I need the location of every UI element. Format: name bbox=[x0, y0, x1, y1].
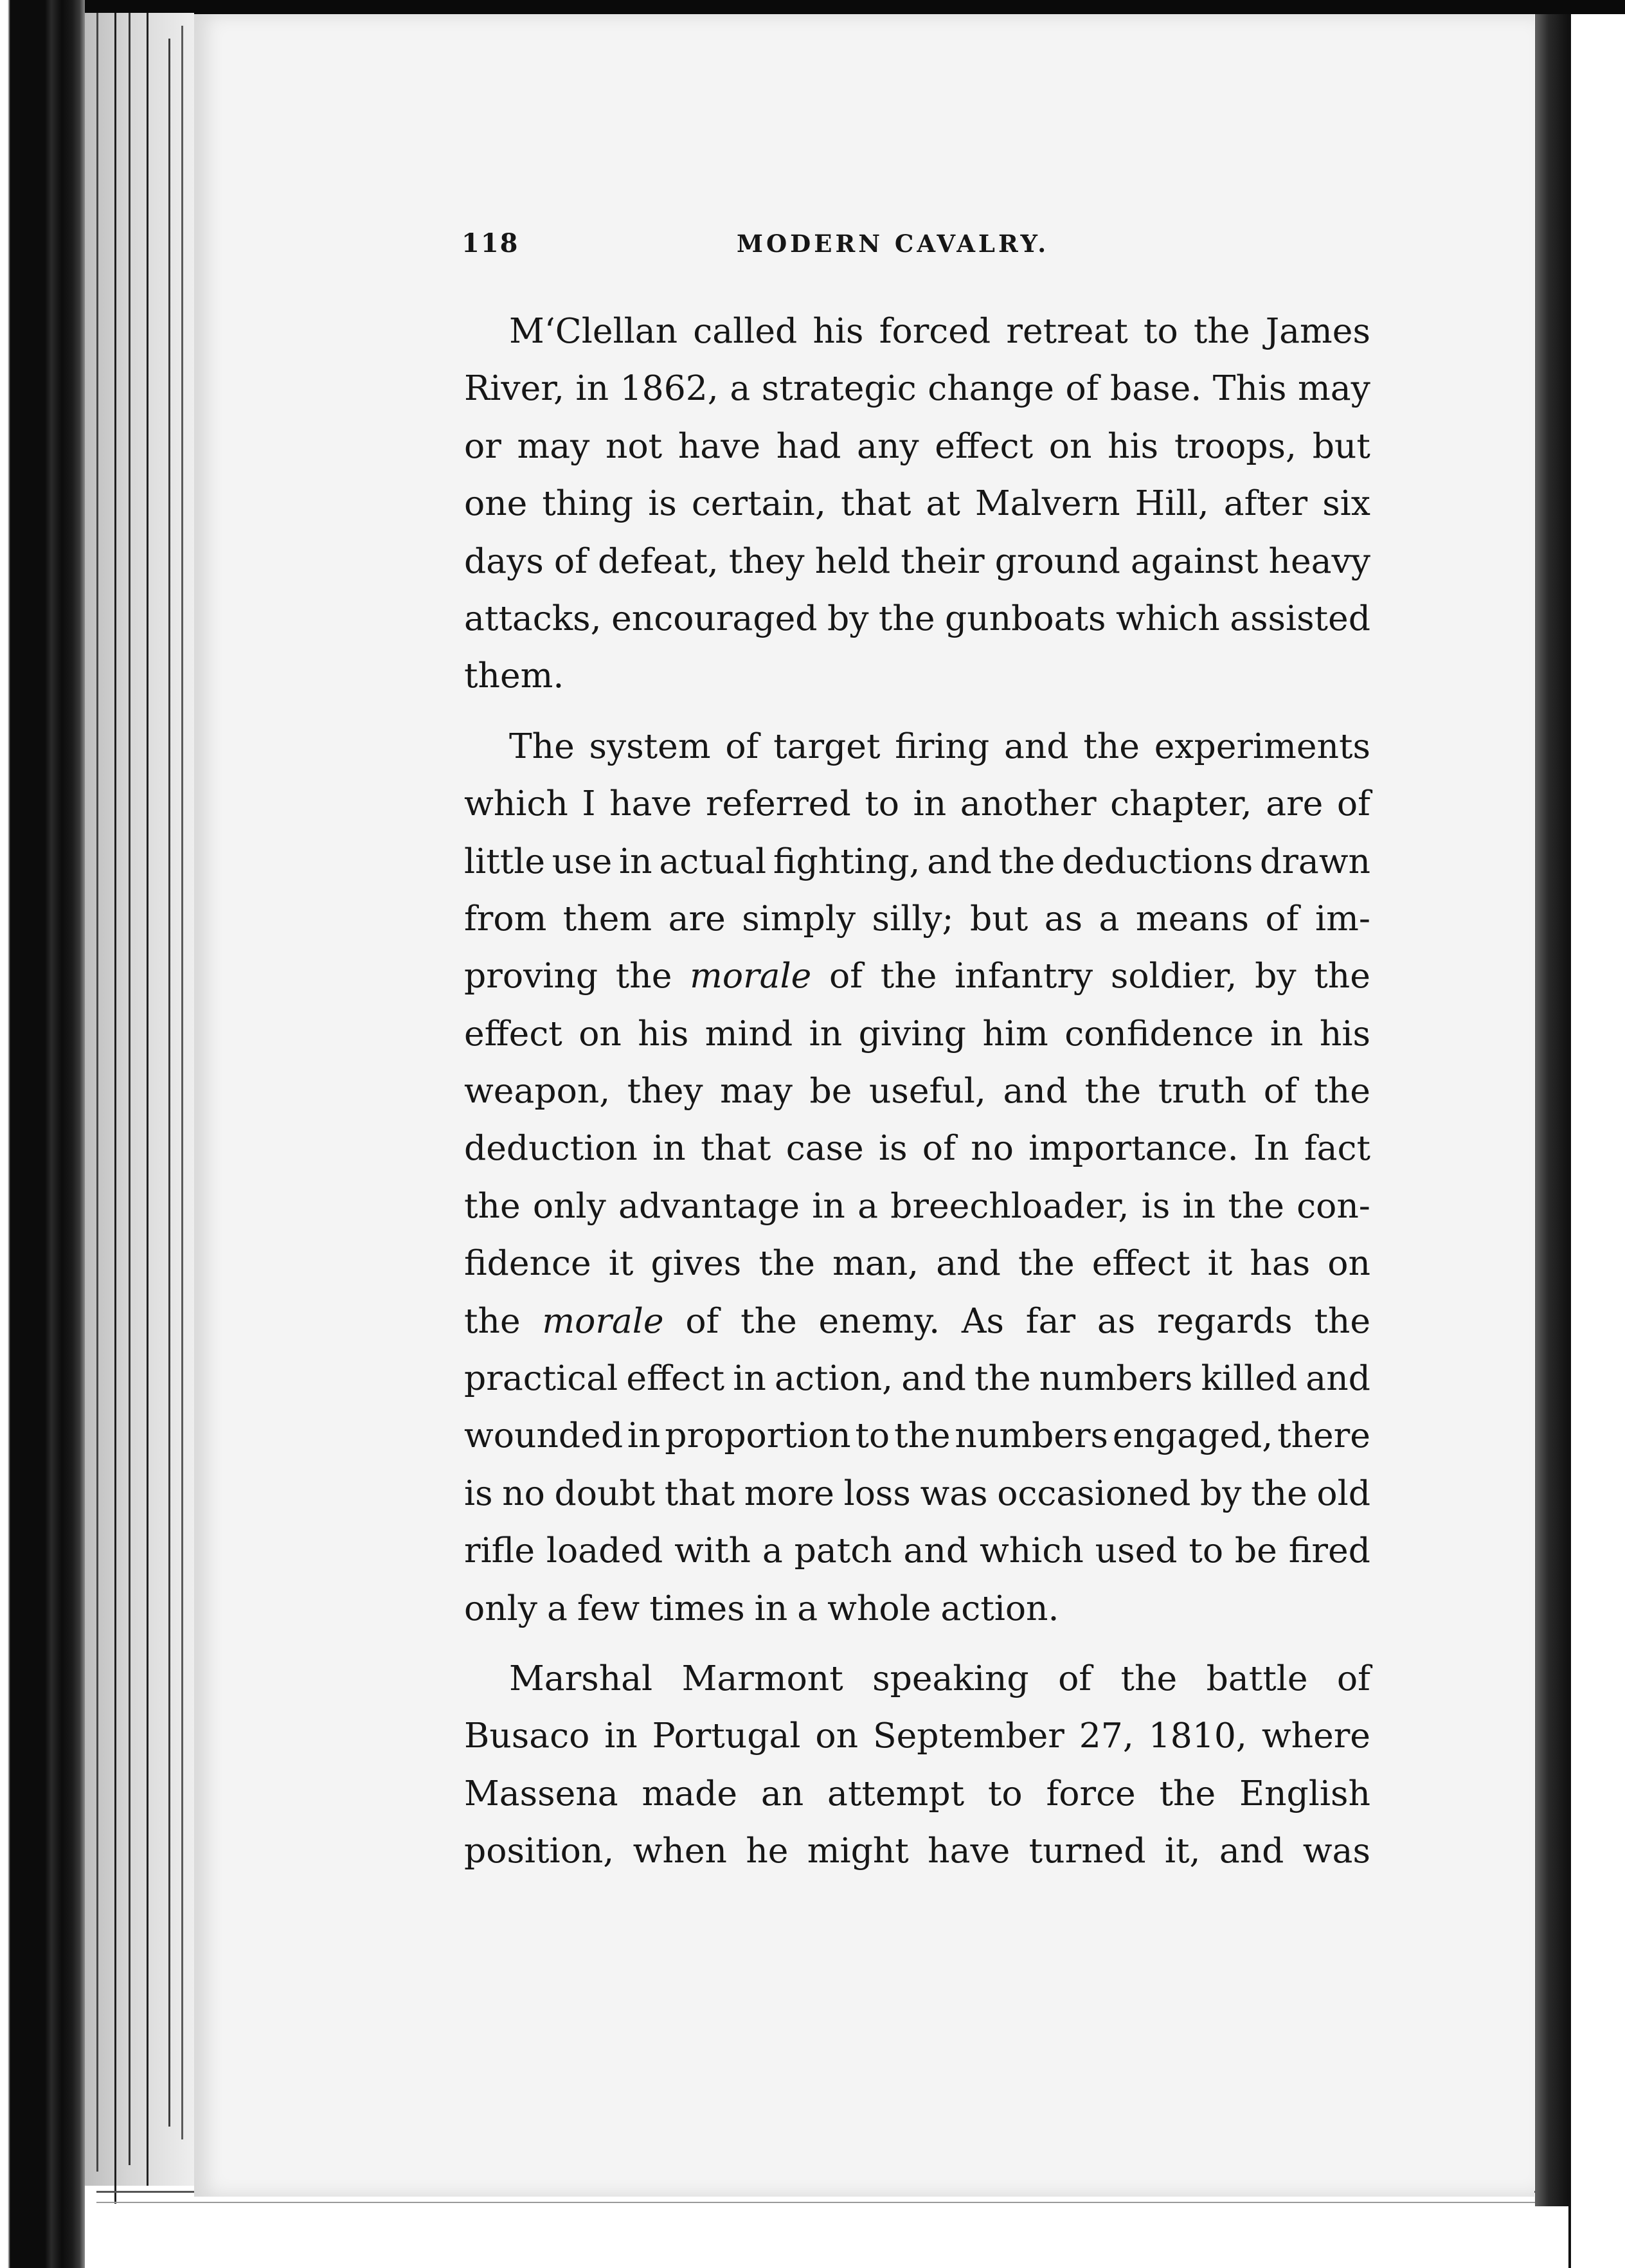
word: the bbox=[759, 1243, 815, 1284]
word: of bbox=[922, 1128, 956, 1169]
text-line bbox=[464, 775, 1370, 832]
word: they bbox=[728, 540, 805, 581]
word: the bbox=[1159, 1772, 1216, 1814]
text-line bbox=[464, 1522, 1370, 1579]
word: may bbox=[1298, 368, 1370, 409]
word: used bbox=[1095, 1530, 1178, 1571]
word: wounded bbox=[464, 1415, 624, 1456]
word: the bbox=[1083, 725, 1140, 766]
word: heavy bbox=[1268, 540, 1370, 581]
page-edge bbox=[147, 13, 148, 2186]
word: has bbox=[1250, 1243, 1311, 1284]
word: after bbox=[1223, 483, 1308, 524]
word: advantage bbox=[618, 1185, 800, 1226]
word: be bbox=[809, 1070, 852, 1112]
word: in bbox=[1182, 1185, 1216, 1226]
word: there bbox=[1277, 1415, 1370, 1456]
page-number: 118 bbox=[462, 228, 519, 258]
scan-border-top bbox=[0, 0, 1625, 14]
word: his bbox=[1319, 1013, 1370, 1054]
word: far bbox=[1025, 1300, 1076, 1341]
word: speaking bbox=[872, 1657, 1029, 1698]
text-line bbox=[464, 1062, 1370, 1119]
word: chapter, bbox=[1110, 783, 1252, 824]
text-line bbox=[464, 1234, 1370, 1292]
scan-border-right bbox=[1568, 14, 1625, 2268]
text-line bbox=[464, 1177, 1370, 1234]
word: but bbox=[970, 897, 1028, 939]
word: of bbox=[1265, 897, 1299, 939]
word: made bbox=[642, 1772, 737, 1814]
text-line bbox=[464, 1119, 1370, 1176]
body-text bbox=[464, 302, 1370, 1880]
word: times bbox=[649, 1587, 745, 1628]
word: The bbox=[509, 725, 575, 766]
word: days bbox=[464, 540, 544, 581]
word: fired bbox=[1288, 1530, 1370, 1571]
page-edge bbox=[181, 26, 183, 2139]
word: importance. bbox=[1028, 1128, 1239, 1169]
word: fidence bbox=[464, 1243, 591, 1284]
word: he bbox=[746, 1830, 789, 1871]
text-line bbox=[464, 532, 1370, 590]
word: is bbox=[464, 1472, 493, 1513]
word: is bbox=[648, 483, 677, 524]
word: with bbox=[674, 1530, 751, 1571]
word: numbers bbox=[955, 1415, 1108, 1456]
word: forced bbox=[879, 310, 991, 351]
word: held bbox=[814, 540, 891, 581]
word: his bbox=[1108, 425, 1159, 466]
paragraph bbox=[464, 1650, 1370, 1880]
word: the bbox=[464, 1300, 521, 1341]
text-line bbox=[464, 474, 1370, 532]
word: or bbox=[464, 425, 501, 466]
word: they bbox=[627, 1070, 703, 1112]
word: no bbox=[502, 1472, 545, 1513]
word: the bbox=[1228, 1185, 1284, 1226]
word: simply bbox=[742, 897, 856, 939]
word: one bbox=[464, 483, 528, 524]
word: of bbox=[1065, 368, 1099, 409]
text-line bbox=[464, 1464, 1370, 1522]
word: im- bbox=[1315, 897, 1370, 939]
word: was bbox=[1302, 1830, 1370, 1871]
word: only bbox=[464, 1587, 538, 1628]
word: called bbox=[693, 310, 798, 351]
word: use bbox=[552, 840, 613, 881]
word: the bbox=[1193, 310, 1250, 351]
word: doubt bbox=[554, 1472, 656, 1513]
word: troops, bbox=[1174, 425, 1297, 466]
word: numbers bbox=[1039, 1358, 1193, 1399]
paragraph bbox=[464, 302, 1370, 705]
text-line bbox=[464, 1407, 1370, 1464]
word: at bbox=[926, 483, 960, 524]
page-edge bbox=[114, 13, 116, 2204]
word: a bbox=[547, 1587, 568, 1628]
word: in bbox=[809, 1013, 843, 1054]
word: loaded bbox=[546, 1530, 663, 1571]
word: engaged, bbox=[1112, 1415, 1273, 1456]
word: and bbox=[1306, 1358, 1370, 1399]
text-line bbox=[464, 1580, 1370, 1637]
word: any bbox=[857, 425, 919, 466]
word: actual bbox=[659, 840, 767, 881]
word: Marmont bbox=[681, 1657, 843, 1698]
word: 1862, bbox=[620, 368, 719, 409]
word: by bbox=[1200, 1472, 1242, 1513]
word: have bbox=[678, 425, 761, 466]
word: that bbox=[841, 483, 911, 524]
word: to bbox=[855, 1415, 890, 1456]
text-line bbox=[464, 302, 1370, 359]
word: assisted bbox=[1230, 597, 1370, 638]
text-line bbox=[464, 1707, 1370, 1764]
word: effect bbox=[464, 1013, 562, 1054]
word: In bbox=[1253, 1128, 1289, 1169]
word: effect bbox=[935, 425, 1034, 466]
word: against bbox=[1130, 540, 1259, 581]
word: is bbox=[879, 1128, 908, 1169]
word: loss bbox=[843, 1472, 911, 1513]
word: by bbox=[827, 597, 869, 638]
word: This bbox=[1212, 368, 1287, 409]
word: but bbox=[1312, 425, 1370, 466]
word: when bbox=[633, 1830, 727, 1871]
text-line bbox=[464, 1292, 1370, 1349]
word: Marshal bbox=[509, 1657, 653, 1698]
word: gunboats bbox=[945, 597, 1106, 638]
page-right-shadow bbox=[1535, 14, 1568, 2206]
word: a bbox=[857, 1185, 878, 1226]
word: only bbox=[532, 1185, 606, 1226]
word: Busaco bbox=[464, 1715, 590, 1756]
word: practical bbox=[464, 1358, 618, 1399]
word: confidence bbox=[1064, 1013, 1254, 1054]
word: in bbox=[754, 1587, 788, 1628]
word: of bbox=[725, 725, 759, 766]
text-line bbox=[464, 947, 1370, 1004]
word: which bbox=[464, 783, 568, 824]
page-edge bbox=[96, 13, 98, 2172]
word: in bbox=[604, 1715, 638, 1756]
word: in bbox=[733, 1358, 766, 1399]
word: weapon, bbox=[464, 1070, 611, 1112]
word: the bbox=[893, 1415, 951, 1456]
word: his bbox=[812, 310, 864, 351]
word: the bbox=[741, 1300, 797, 1341]
word: fact bbox=[1304, 1128, 1370, 1169]
word: the bbox=[464, 1185, 521, 1226]
word: the bbox=[1314, 955, 1370, 996]
word: it bbox=[1207, 1243, 1233, 1284]
word: case bbox=[786, 1128, 864, 1169]
word: of bbox=[1263, 1070, 1297, 1112]
word: target bbox=[773, 725, 881, 766]
word: on bbox=[815, 1715, 859, 1756]
page-stack-shadow bbox=[85, 13, 194, 2186]
running-header bbox=[462, 228, 1368, 267]
word: old bbox=[1316, 1472, 1370, 1513]
word: where bbox=[1261, 1715, 1370, 1756]
word: morale bbox=[542, 1300, 664, 1341]
word: that bbox=[701, 1128, 771, 1169]
word: which bbox=[1115, 597, 1220, 638]
word: proportion bbox=[665, 1415, 851, 1456]
word: morale bbox=[690, 955, 812, 996]
word: deductions bbox=[1061, 840, 1253, 881]
word: of bbox=[829, 955, 863, 996]
word: a bbox=[730, 368, 751, 409]
word: As bbox=[961, 1300, 1005, 1341]
word: Malvern bbox=[974, 483, 1120, 524]
word: him bbox=[982, 1013, 1048, 1054]
word: battle bbox=[1206, 1657, 1308, 1698]
word: and bbox=[901, 1358, 966, 1399]
word: September bbox=[872, 1715, 1064, 1756]
word: regards bbox=[1156, 1300, 1293, 1341]
word: man, bbox=[832, 1243, 919, 1284]
word: truth bbox=[1158, 1070, 1247, 1112]
word: a bbox=[762, 1530, 783, 1571]
word: killed bbox=[1201, 1358, 1298, 1399]
word: base. bbox=[1109, 368, 1202, 409]
paragraph bbox=[464, 717, 1370, 1637]
word: to bbox=[1189, 1530, 1224, 1571]
word: attempt bbox=[827, 1772, 965, 1814]
word: and bbox=[1219, 1830, 1284, 1871]
word: patch bbox=[794, 1530, 892, 1571]
word: James bbox=[1265, 310, 1370, 351]
word: action, bbox=[775, 1358, 893, 1399]
word: in bbox=[575, 368, 609, 409]
text-line bbox=[464, 1822, 1370, 1879]
word: few bbox=[577, 1587, 640, 1628]
word: defeat, bbox=[597, 540, 719, 581]
word: silly; bbox=[872, 897, 954, 939]
word: little bbox=[464, 840, 545, 881]
text-line bbox=[464, 1005, 1370, 1062]
word: an bbox=[760, 1772, 804, 1814]
word: in bbox=[812, 1185, 845, 1226]
text-line bbox=[464, 890, 1370, 947]
text-line bbox=[464, 1650, 1370, 1707]
word: and bbox=[1003, 1070, 1068, 1112]
word: encouraged bbox=[611, 597, 818, 638]
text-line bbox=[464, 1765, 1370, 1822]
word: the bbox=[1314, 1300, 1370, 1341]
word: the bbox=[1120, 1657, 1178, 1698]
word: which bbox=[980, 1530, 1084, 1571]
word: River, bbox=[464, 368, 564, 409]
word: is bbox=[1141, 1185, 1171, 1226]
word: system bbox=[589, 725, 711, 766]
word: action. bbox=[940, 1587, 1059, 1628]
word: retreat bbox=[1006, 310, 1128, 351]
word: fighting, bbox=[773, 840, 920, 881]
text-line bbox=[464, 833, 1370, 890]
word: are bbox=[1266, 783, 1324, 824]
word: English bbox=[1239, 1772, 1370, 1814]
word: the bbox=[974, 1358, 1031, 1399]
word: as bbox=[1044, 897, 1083, 939]
word: means bbox=[1135, 897, 1250, 939]
word: attacks, bbox=[464, 597, 602, 638]
word: have bbox=[609, 783, 692, 824]
word: on bbox=[579, 1013, 622, 1054]
text-line bbox=[464, 359, 1370, 417]
word: them. bbox=[464, 655, 564, 696]
word: the bbox=[1314, 1070, 1370, 1112]
text-line bbox=[464, 590, 1370, 647]
word: it, bbox=[1164, 1830, 1201, 1871]
word: referred bbox=[705, 783, 851, 824]
word: another bbox=[960, 783, 1097, 824]
word: of bbox=[1058, 1657, 1092, 1698]
word: not bbox=[606, 425, 663, 466]
word: effect bbox=[626, 1358, 725, 1399]
text-line bbox=[464, 1349, 1370, 1407]
word: force bbox=[1046, 1772, 1136, 1814]
word: as bbox=[1097, 1300, 1136, 1341]
word: M‘Clellan bbox=[509, 310, 678, 351]
word: their bbox=[901, 540, 985, 581]
word: it bbox=[608, 1243, 634, 1284]
word: may bbox=[720, 1070, 793, 1112]
word: 27, bbox=[1079, 1715, 1134, 1756]
text-line bbox=[464, 717, 1370, 775]
word: may bbox=[517, 425, 590, 466]
word: might bbox=[807, 1830, 909, 1871]
word: to bbox=[987, 1772, 1023, 1814]
word: in bbox=[652, 1128, 686, 1169]
word: Portugal bbox=[652, 1715, 801, 1756]
word: strategic bbox=[761, 368, 917, 409]
word: certain, bbox=[691, 483, 826, 524]
word: breechloader, bbox=[890, 1185, 1129, 1226]
word: on bbox=[1327, 1243, 1370, 1284]
word: a bbox=[1099, 897, 1120, 939]
word: by bbox=[1255, 955, 1297, 996]
word: that bbox=[664, 1472, 735, 1513]
word: effect bbox=[1091, 1243, 1190, 1284]
word: in bbox=[913, 783, 947, 824]
word: and bbox=[1004, 725, 1069, 766]
word: drawn bbox=[1260, 840, 1370, 881]
word: firing bbox=[895, 725, 990, 766]
word: con- bbox=[1297, 1185, 1370, 1226]
word: I bbox=[582, 783, 596, 824]
word: and bbox=[936, 1243, 1001, 1284]
word: to bbox=[1143, 310, 1178, 351]
word: rifle bbox=[464, 1530, 535, 1571]
word: more bbox=[744, 1472, 834, 1513]
word: mind bbox=[705, 1013, 793, 1054]
word: gives bbox=[651, 1243, 742, 1284]
word: giving bbox=[858, 1013, 967, 1054]
word: be bbox=[1234, 1530, 1277, 1571]
word: the bbox=[1084, 1070, 1142, 1112]
word: occasioned bbox=[997, 1472, 1191, 1513]
word: six bbox=[1322, 483, 1370, 524]
word: useful, bbox=[868, 1070, 986, 1112]
text-line bbox=[464, 417, 1370, 474]
word: infantry bbox=[955, 955, 1093, 996]
word: Hill, bbox=[1135, 483, 1209, 524]
word: of bbox=[685, 1300, 719, 1341]
word: ground bbox=[994, 540, 1120, 581]
word: proving bbox=[464, 955, 598, 996]
word: had bbox=[776, 425, 841, 466]
book-spine bbox=[0, 0, 85, 2268]
word: experiments bbox=[1154, 725, 1370, 766]
word: the bbox=[878, 597, 935, 638]
word: in bbox=[627, 1415, 661, 1456]
word: the bbox=[880, 955, 937, 996]
word: of bbox=[1336, 1657, 1370, 1698]
word: a bbox=[797, 1587, 818, 1628]
word: his bbox=[638, 1013, 689, 1054]
text-line bbox=[464, 647, 1370, 704]
word: of bbox=[553, 540, 588, 581]
word: are bbox=[668, 897, 726, 939]
word: soldier, bbox=[1110, 955, 1237, 996]
word: was bbox=[920, 1472, 988, 1513]
word: and bbox=[903, 1530, 969, 1571]
word: in bbox=[1270, 1013, 1304, 1054]
word: change bbox=[928, 368, 1054, 409]
page-edge bbox=[168, 39, 170, 2127]
word: them bbox=[562, 897, 652, 939]
word: in bbox=[619, 840, 652, 881]
word: Massena bbox=[464, 1772, 618, 1814]
word: the bbox=[615, 955, 672, 996]
word: no bbox=[971, 1128, 1014, 1169]
word: whole bbox=[827, 1587, 931, 1628]
word: turned bbox=[1028, 1830, 1146, 1871]
word: to bbox=[865, 783, 900, 824]
word: and bbox=[927, 840, 992, 881]
word: on bbox=[1048, 425, 1092, 466]
word: of bbox=[1336, 783, 1370, 824]
running-title: MODERN CAVALRY. bbox=[737, 230, 1050, 258]
word: deduction bbox=[464, 1128, 638, 1169]
page-edge bbox=[129, 13, 130, 2165]
word: have bbox=[928, 1830, 1010, 1871]
word: from bbox=[464, 897, 547, 939]
word: the bbox=[998, 840, 1055, 881]
word: enemy. bbox=[818, 1300, 940, 1341]
word: the bbox=[1018, 1243, 1075, 1284]
word: the bbox=[1251, 1472, 1307, 1513]
word: 1810, bbox=[1148, 1715, 1247, 1756]
word: thing bbox=[542, 483, 634, 524]
word: position, bbox=[464, 1830, 615, 1871]
